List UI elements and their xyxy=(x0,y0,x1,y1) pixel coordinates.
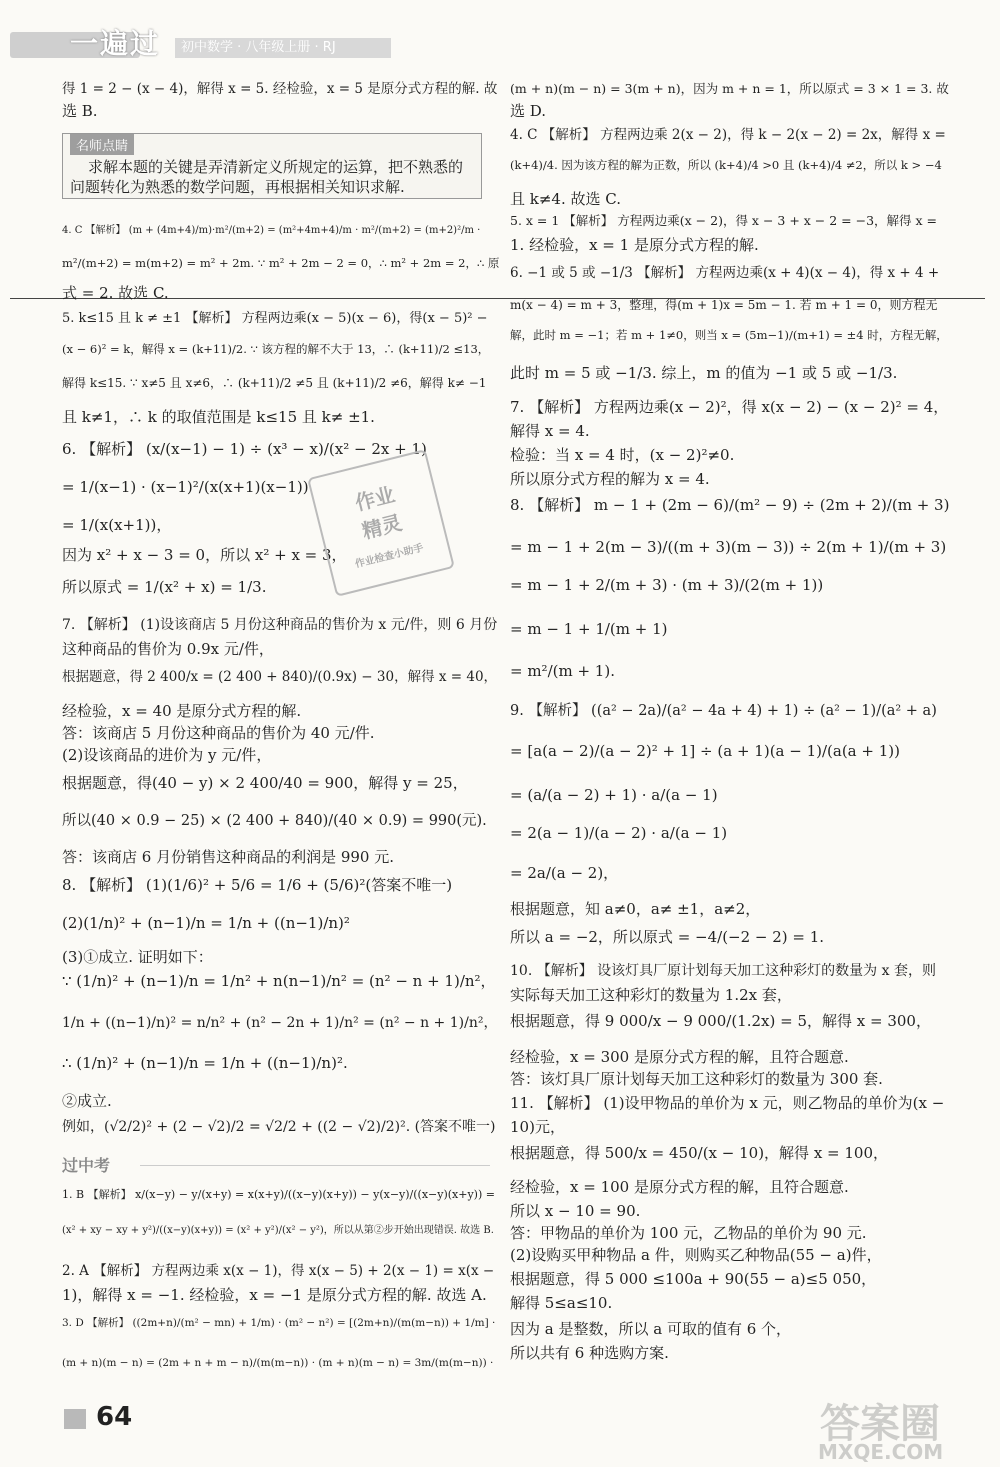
left-text-line: ∴ (1/n)² + (n−1)/n = 1/n + ((n−1)/n)². xyxy=(62,1054,348,1072)
left-text-line: 例如，(√2/2)² + (2 − √2)/2 = √2/2 + ((2 − √2)/2)². (答案不唯一) xyxy=(62,1119,496,1135)
left-text-line: 解得 k≤15. ∵ x≠5 且 x≠6，∴ (k+11)/2 ≠5 且 (k+11)/2 ≠6，解得 k≠ −1 xyxy=(62,376,487,390)
right-text-line: 5. x = 1 【解析】 方程两边乘(x − 2)，得 x − 3 + x − 2 = −3，解得 x = xyxy=(510,213,938,228)
left-text-line: 式 = 2. 故选 C. xyxy=(62,284,169,302)
right-text-line: = m − 1 + 1/(m + 1) xyxy=(510,620,668,638)
right-text-line: 检验：当 x = 4 时，(x − 2)²≠0. xyxy=(510,446,735,464)
left-text-line: = 1/(x−1) · (x−1)²/(x(x+1)(x−1)) xyxy=(62,478,309,496)
right-text-line: 8. 【解析】 m − 1 + (2m − 6)/(m² − 9) ÷ (2m + 2)/(m + 3) xyxy=(510,496,950,514)
right-text-line: 根据题意，得 500/x = 450/(x − 10)，解得 x = 100， xyxy=(510,1144,889,1162)
left-text-line: 根据题意，得(40 − y) × 2 400/40 = 900，解得 y = 25， xyxy=(62,774,468,792)
left-text-line: 7. 【解析】 (1)设该商店 5 月份这种商品的售价为 x 元/件，则 6 月份 xyxy=(62,617,498,633)
right-text-line: 解，此时 m = −1；若 m + 1≠0，则当 x = (5m−1)/(m+1) = ±4 时，方程无解， xyxy=(510,328,948,342)
left-text-line: 经检验，x = 40 是原分式方程的解. xyxy=(62,702,302,720)
tip-title: 名师点睛 xyxy=(70,134,134,155)
right-text-line: 经检验，x = 300 是原分式方程的解，且符合题意. xyxy=(510,1048,849,1066)
stamp-line-3: 作业检查小助手 xyxy=(354,542,425,571)
page-header xyxy=(0,0,1000,70)
left-text-line: 所以(40 × 0.9 − 25) × (2 400 + 840)/(40 × 0.9) = 990(元). xyxy=(62,813,487,829)
left-text-line: 4. C 【解析】 (m + (4m+4)/m)·m²/(m+2) = (m²+4m+4)/m · m²/(m+2) = (m+2)²/m · xyxy=(62,225,481,236)
section-title: 过中考 xyxy=(62,1156,111,1175)
left-text-line: m²/(m+2) = m(m+2) = m² + 2m. ∵ m² + 2m − 2 = 0，∴ m² + 2m = 2，∴ 原 xyxy=(62,256,500,270)
left-text-line: ∵ (1/n)² + (n−1)/n = 1/n² + n(n−1)/n² = (n² − n + 1)/n²， xyxy=(62,972,496,990)
page-number: 64 xyxy=(96,1402,133,1432)
left-text-line: (x² + xy − xy + y²)/((x−y)(x+y)) = (x² + y²)/(x² − y²)，所以从第②步开始出现错误. 故选 B. xyxy=(62,1225,494,1236)
right-text-line: = m − 1 + 2(m − 3)/((m + 3)(m − 3)) ÷ 2(m + 1)/(m + 3) xyxy=(510,538,947,556)
right-text-line: m(x − 4) = m + 3，整理，得(m + 1)x = 5m − 1. 若 m + 1 = 0，则方程无 xyxy=(510,298,938,312)
right-text-line: 所以 x − 10 = 90. xyxy=(510,1202,641,1220)
left-text-line: 1)，解得 x = −1. 经检验，x = −1 是原分式方程的解. 故选 A. xyxy=(62,1286,487,1304)
left-text-line: 5. k≤15 且 k ≠ ±1 【解析】 方程两边乘(x − 5)(x − 6)，得(x − 5)² − xyxy=(62,311,488,326)
right-text-line: 经检验，x = 100 是原分式方程的解，且符合题意. xyxy=(510,1178,849,1196)
right-text-line: 根据题意，知 a≠0，a≠ ±1，a≠2， xyxy=(510,900,761,918)
right-text-line: (m + n)(m − n) = 3(m + n)，因为 m + n = 1，所以原式 = 3 × 1 = 3. 故 xyxy=(510,81,949,96)
tip-line-2: 问题转化为熟悉的数学问题，再根据相关知识求解. xyxy=(70,178,405,196)
left-text-line: 8. 【解析】 (1)(1/6)² + 5/6 = 1/6 + (5/6)²(答案不唯一) xyxy=(62,876,453,894)
left-text-line: 1/n + ((n−1)/n)² = n/n² + (n² − 2n + 1)/n² = (n² − n + 1)/n²， xyxy=(62,1015,498,1031)
page-number-marker xyxy=(64,1409,86,1429)
left-text-line: 答：该商店 6 月份销售这种商品的利润是 990 元. xyxy=(62,848,395,866)
left-text-line: (m + n)(m − n) = (2m + n + m − n)/(m(m−n)) · (m + n)(m − n) = 3m/(m(m−n)) · xyxy=(62,1357,494,1369)
left-text-line: 选 B. xyxy=(62,102,98,120)
book-logo: 一遍过 xyxy=(70,27,161,60)
right-text-line: = m²/(m + 1). xyxy=(510,662,615,680)
right-text-line: = 2a/(a − 2)， xyxy=(510,864,619,882)
homework-stamp xyxy=(307,449,455,597)
right-text-line: 根据题意，得 9 000/x − 9 000/(1.2x) = 5，解得 x = 300， xyxy=(510,1012,931,1030)
left-text-line: 1. B 【解析】 x/(x−y) − y/(x+y) = x(x+y)/((x−y)(x+y)) − y(x−y)/((x−y)(x+y)) = xyxy=(62,1188,495,1201)
tip-line-1: 求解本题的关键是弄清新定义所规定的运算，把不熟悉的 xyxy=(88,158,464,176)
left-text-line: (2)(1/n)² + (n−1)/n = 1/n + ((n−1)/n)² xyxy=(62,914,350,932)
right-text-line: 11. 【解析】 (1)设甲物品的单价为 x 元，则乙物品的单价为(x − xyxy=(510,1094,945,1112)
right-text-line: = [a(a − 2)/(a − 2)² + 1] ÷ (a + 1)(a − 1)/(a(a + 1)) xyxy=(510,742,900,760)
right-text-line: 根据题意，得 5 000 ≤100a + 90(55 − a)≤5 050， xyxy=(510,1270,877,1288)
right-text-line: 9. 【解析】 ((a² − 2a)/(a² − 4a + 4) + 1) ÷ (a² − 1)/(a² + a) xyxy=(510,703,937,719)
subject-banner: 初中数学 · 八年级上册 · RJ xyxy=(175,38,391,58)
right-text-line: (k+4)/4. 因为该方程的解为正数，所以 (k+4)/4 >0 且 (k+4)/4 ≠2，所以 k > −4 xyxy=(510,158,942,172)
stamp-line-1: 作业 xyxy=(352,482,398,516)
brand-watermark: 答案圈 xyxy=(820,1401,940,1447)
right-text-line: 6. −1 或 5 或 −1/3 【解析】 方程两边乘(x + 4)(x − 4)，得 x + 4 + xyxy=(510,265,940,281)
right-text-line: 所以共有 6 种选购方案. xyxy=(510,1344,669,1362)
right-text-line: 实际每天加工这种彩灯的数量为 1.2x 套， xyxy=(510,986,792,1004)
right-text-line: 4. C 【解析】 方程两边乘 2(x − 2)，得 k − 2(x − 2) = 2x，解得 x = xyxy=(510,127,946,143)
right-text-line: 选 D. xyxy=(510,102,547,120)
left-text-line: 所以原式 = 1/(x² + x) = 1/3. xyxy=(62,578,267,596)
right-text-line: 7. 【解析】 方程两边乘(x − 2)²，得 x(x − 2) − (x − 2)² = 4， xyxy=(510,398,949,416)
left-text-line: (2)设该商品的进价为 y 元/件， xyxy=(62,746,272,764)
right-text-line: (2)设购买甲种物品 a 件，则购买乙种物品(55 − a)件， xyxy=(510,1246,882,1264)
right-text-line: 且 k≠4. 故选 C. xyxy=(510,190,621,208)
left-text-line: ②成立. xyxy=(62,1092,112,1110)
right-text-line: 1. 经检验，x = 1 是原分式方程的解. xyxy=(510,236,759,254)
left-text-line: 根据题意，得 2 400/x = (2 400 + 840)/(0.9x) − 30，解得 x = 40， xyxy=(62,669,498,685)
right-text-line: 所以 a = −2，所以原式 = −4/(−2 − 2) = 1. xyxy=(510,928,825,946)
left-text-line: 6. 【解析】 (x/(x−1) − 1) ÷ (x³ − x)/(x² − 2x + 1) xyxy=(62,440,427,458)
right-text-line: 解得 5≤a≤10. xyxy=(510,1294,613,1312)
right-text-line: 解得 x = 4. xyxy=(510,422,590,440)
right-text-line: 10)元， xyxy=(510,1118,565,1136)
left-text-line: 2. A 【解析】 方程两边乘 x(x − 1)，得 x(x − 5) + 2(x − 1) = x(x − xyxy=(62,1263,495,1279)
right-text-line: 答：甲物品的单价为 100 元，乙物品的单价为 90 元. xyxy=(510,1224,867,1242)
left-text-line: (x − 6)² = k，解得 x = (k+11)/2. ∵ 该方程的解不大于 13，∴ (k+11)/2 ≤13， xyxy=(62,342,490,356)
left-text-line: 3. D 【解析】 ((2m+n)/(m² − mn) + 1/m) · (m² − n²) = [(2m+n)/(m(m−n)) + 1/m] · xyxy=(62,1317,496,1329)
left-text-line: = 1/(x(x+1))， xyxy=(62,516,172,534)
stamp-line-2: 精灵 xyxy=(359,510,405,544)
left-text-line: 答：该商店 5 月份这种商品的售价为 40 元/件. xyxy=(62,724,375,742)
right-text-line: = (a/(a − 2) + 1) · a/(a − 1) xyxy=(510,786,718,804)
left-text-line: 因为 x² + x − 3 = 0，所以 x² + x = 3， xyxy=(62,546,347,564)
left-text-line: 这种商品的售价为 0.9x 元/件， xyxy=(62,640,274,658)
right-text-line: 此时 m = 5 或 −1/3. 综上，m 的值为 −1 或 5 或 −1/3. xyxy=(510,364,898,382)
right-text-line: = 2(a − 1)/(a − 2) · a/(a − 1) xyxy=(510,824,728,842)
left-text-line: (3)①成立. 证明如下： xyxy=(62,948,213,966)
brand-url: MXQE.COM xyxy=(818,1440,944,1464)
section-divider xyxy=(140,1165,490,1166)
right-text-line: = m − 1 + 2/(m + 3) · (m + 3)/(2(m + 1)) xyxy=(510,576,824,594)
left-text-line: 且 k≠1，∴ k 的取值范围是 k≤15 且 k≠ ±1. xyxy=(62,408,375,426)
right-text-line: 所以原分式方程的解为 x = 4. xyxy=(510,470,710,488)
left-text-line: 得 1 = 2 − (x − 4)，解得 x = 5. 经检验，x = 5 是原分式方程的解. 故 xyxy=(62,81,498,97)
right-text-line: 因为 a 是整数，所以 a 可取的值有 6 个， xyxy=(510,1320,792,1338)
right-text-line: 10. 【解析】 设该灯具厂原计划每天加工这种彩灯的数量为 x 套，则 xyxy=(510,963,936,979)
right-text-line: 答：该灯具厂原计划每天加工这种彩灯的数量为 300 套. xyxy=(510,1070,883,1088)
